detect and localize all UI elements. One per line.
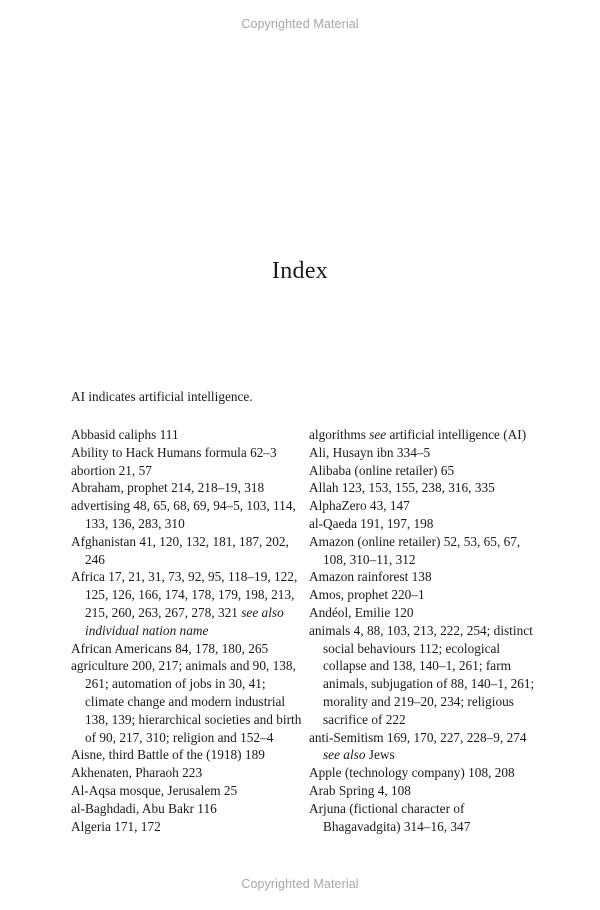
- index-entry-text: Abraham, prophet 214, 218–19, 318: [71, 480, 265, 496]
- index-entry: [309, 586, 545, 604]
- index-entry-text: Amos, prophet 220–1: [309, 587, 425, 603]
- index-see-also: see: [369, 427, 387, 442]
- index-see-target: artificial intelligence (AI): [389, 427, 527, 442]
- index-entry: [71, 568, 303, 639]
- index-see-target: Jews: [368, 747, 395, 763]
- page-title: Index: [271, 258, 329, 284]
- index-entry-text: abortion 21, 57: [71, 462, 152, 478]
- index-entry-text: animals 4, 88, 103, 213, 222, 254; distinct social behaviours 112; ecological collapse and 138, 140–1, 261; farm animals, subjugation of 88, 140–1, 261; morality and 219–20, 234; religious sacrifice of 222: [309, 622, 535, 727]
- index-entry: [309, 497, 545, 515]
- index-entry: [71, 657, 303, 746]
- index-entry: [309, 729, 545, 765]
- index-entry: [309, 764, 545, 782]
- index-entry-text: AlphaZero 43, 147: [309, 498, 410, 514]
- index-entry: [71, 444, 303, 462]
- index-entry-text: al-Qaeda 191, 197, 198: [309, 515, 434, 531]
- index-note: AI indicates artificial intelligence.: [71, 389, 253, 404]
- index-entry-text: Al-Aqsa mosque, Jerusalem 25: [71, 782, 238, 798]
- index-entry: [71, 533, 303, 569]
- index-entry: [309, 515, 545, 533]
- index-entry: [309, 568, 545, 586]
- index-column-left: [71, 426, 303, 835]
- index-entry-text: Amazon rainforest 138: [309, 569, 432, 585]
- index-entry: [71, 800, 303, 818]
- index-entry-text: Akhenaten, Pharaoh 223: [71, 765, 203, 781]
- index-entry: [71, 479, 303, 497]
- index-entry-text: Allah 123, 153, 155, 238, 316, 335: [309, 480, 495, 496]
- index-entry-text: agriculture 200, 217; animals and 90, 138, 261; automation of jobs in 30, 41; climate change and modern industrial 138, 139; hierarchical societies and birth of 90, 217, 310; religion and 152–4: [71, 658, 302, 745]
- index-entry: [309, 533, 545, 569]
- index-entry: [309, 782, 545, 800]
- index-entry-text: advertising 48, 65, 68, 69, 94–5, 103, 114, 133, 136, 283, 310: [71, 498, 296, 531]
- index-entry-text: al-Baghdadi, Abu Bakr 116: [71, 800, 217, 816]
- index-entry-text: Amazon (online retailer) 52, 53, 65, 67, 108, 310–11, 312: [309, 533, 521, 567]
- index-entry-text: Arjuna (fictional character of Bhagavadgita) 314–16, 347: [309, 800, 471, 834]
- index-entry-text: algorithms: [309, 427, 366, 442]
- index-entry-text: Arab Spring 4, 108: [309, 782, 411, 798]
- index-entry-text: Aisne, third Battle of the (1918) 189: [71, 747, 265, 763]
- index-entry-text: anti-Semitism 169, 170, 227, 228–9, 274: [309, 729, 527, 745]
- index-entry: [71, 746, 303, 764]
- index-entry: [71, 640, 303, 658]
- index-entry: [309, 604, 545, 622]
- index-entry: [309, 479, 545, 497]
- index-entry-text: Ability to Hack Humans formula 62–3: [71, 444, 277, 460]
- index-entry: [309, 462, 545, 480]
- index-see-also: see also individual nation name: [85, 604, 284, 638]
- index-entry-text: Algeria 171, 172: [71, 818, 161, 834]
- index-entry: [309, 622, 545, 729]
- index-entry: [309, 444, 545, 462]
- index-entry: [71, 497, 303, 533]
- index-entry-text: Afghanistan 41, 120, 132, 181, 187, 202, 246: [71, 533, 289, 567]
- index-entry-text: Andéol, Emilie 120: [309, 604, 414, 620]
- watermark-bottom: Copyrighted Material: [241, 877, 359, 891]
- index-see-also: see also: [323, 747, 366, 763]
- index-entry: [71, 818, 303, 836]
- index-entry: [309, 426, 545, 444]
- index-entry-text: Apple (technology company) 108, 208: [309, 765, 515, 781]
- index-entry: [71, 764, 303, 782]
- index-entry: [71, 462, 303, 480]
- index-entry-text: African Americans 84, 178, 180, 265: [71, 640, 269, 656]
- index-entry-text: Alibaba (online retailer) 65: [309, 462, 455, 478]
- index-entry-text: Abbasid caliphs 111: [71, 427, 179, 442]
- index-entry: [309, 800, 545, 836]
- index-column-right: [309, 426, 545, 835]
- watermark-top: Copyrighted Material: [241, 17, 359, 31]
- index-entry: [71, 782, 303, 800]
- index-entry-text: Africa 17, 21, 31, 73, 92, 95, 118–19, 122, 125, 126, 166, 174, 178, 179, 198, 213, 215, 260, 263, 267, 278, 321: [71, 569, 298, 620]
- index-entry: [71, 426, 303, 444]
- index-entry-text: Ali, Husayn ibn 334–5: [309, 444, 431, 460]
